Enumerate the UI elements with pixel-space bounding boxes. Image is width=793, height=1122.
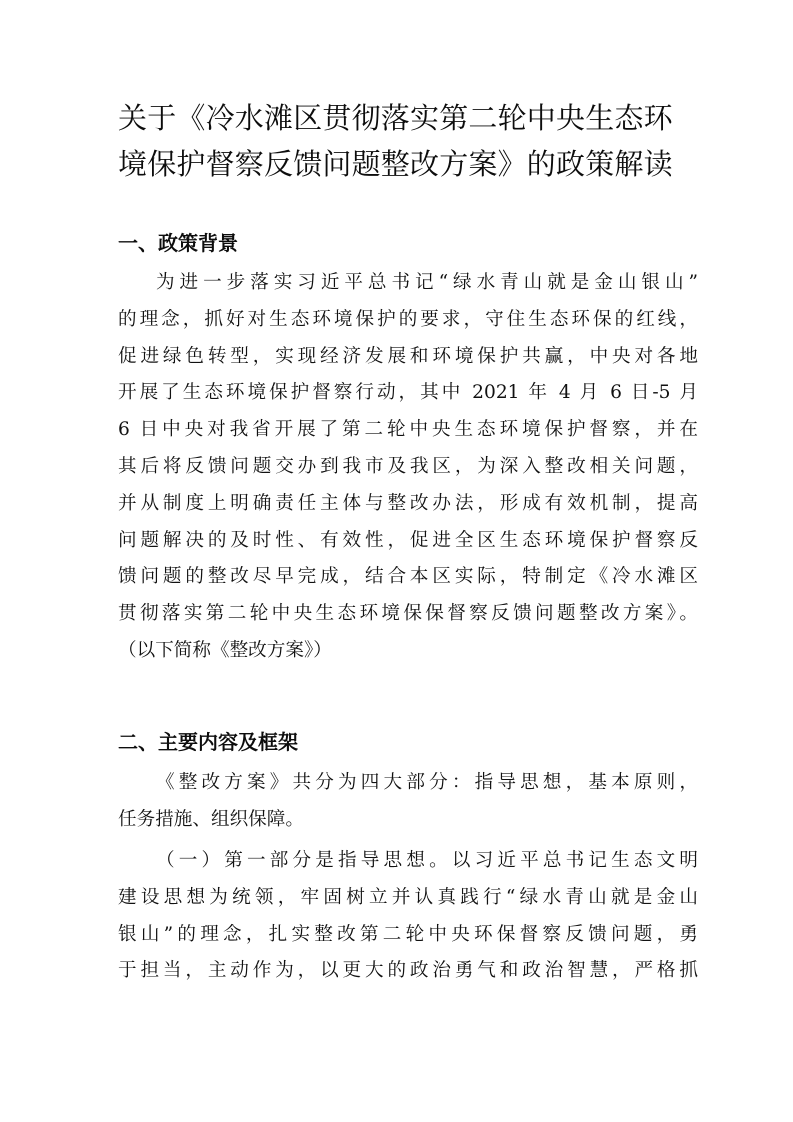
section-heading-main-content: 二、主要内容及框架 (118, 730, 298, 754)
title-line: 关于《冷水滩区贯彻落实第二轮中央生态环 (118, 101, 673, 135)
paragraph-line: 并从制度上明确责任主体与整改办法，形成有效机制，提高 (118, 492, 698, 514)
paragraph-line: （一）第一部分是指导思想。以习近平总书记生态文明 (156, 850, 698, 871)
paragraph-line: 于担当，主动作为，以更大的政治勇气和政治智慧，严格抓 (118, 960, 698, 982)
paragraph-line: （以下简称《整改方案》） (118, 639, 332, 661)
document-title (118, 95, 718, 187)
paragraph-line: 为进一步落实习近平总书记“绿水青山就是金山银山” (156, 272, 698, 293)
paragraph-line: 贯彻落实第二轮中央生态环境保保督察反馈问题整改方案》。 (118, 603, 698, 625)
paragraph-line: 问题解决的及时性、有效性，促进全区生态环境保护督察反 (118, 529, 698, 551)
main-content-paragraph-2 (118, 843, 698, 990)
policy-background-paragraph (118, 265, 698, 670)
paragraph-line: 6 日中央对我省开展了第二轮中央生态环境保护督察，并在 (118, 419, 698, 441)
paragraph-line: 的理念，抓好对生态环境保护的要求，守住生态环保的红线， (118, 308, 698, 330)
paragraph-line: 其后将反馈问题交办到我市及我区，为深入整改相关问题， (118, 455, 698, 477)
paragraph-line: 任务措施、组织保障。 (118, 808, 304, 830)
paragraph-line: 建设思想为统领，牢固树立并认真践行“绿水青山就是金山 (118, 886, 698, 908)
paragraph-line: 开展了生态环境保护督察行动，其中 2021 年 4 月 6 日-5 月 (118, 382, 698, 404)
paragraph-line: 《整改方案》共分为四大部分：指导思想，基本原则， (156, 772, 698, 793)
paragraph-line: 促进绿色转型，实现经济发展和环境保护共赢，中央对各地 (118, 345, 698, 367)
paragraph-line: 银山”的理念，扎实整改第二轮中央环保督察反馈问题，勇 (118, 923, 698, 945)
paragraph-line: 馈问题的整改尽早完成，结合本区实际，特制定《冷水滩区 (118, 566, 698, 588)
title-line: 境保护督察反馈问题整改方案》的政策解读 (118, 147, 673, 181)
section-heading-policy-background: 一、政策背景 (118, 231, 238, 255)
main-content-paragraph-1 (118, 765, 698, 839)
